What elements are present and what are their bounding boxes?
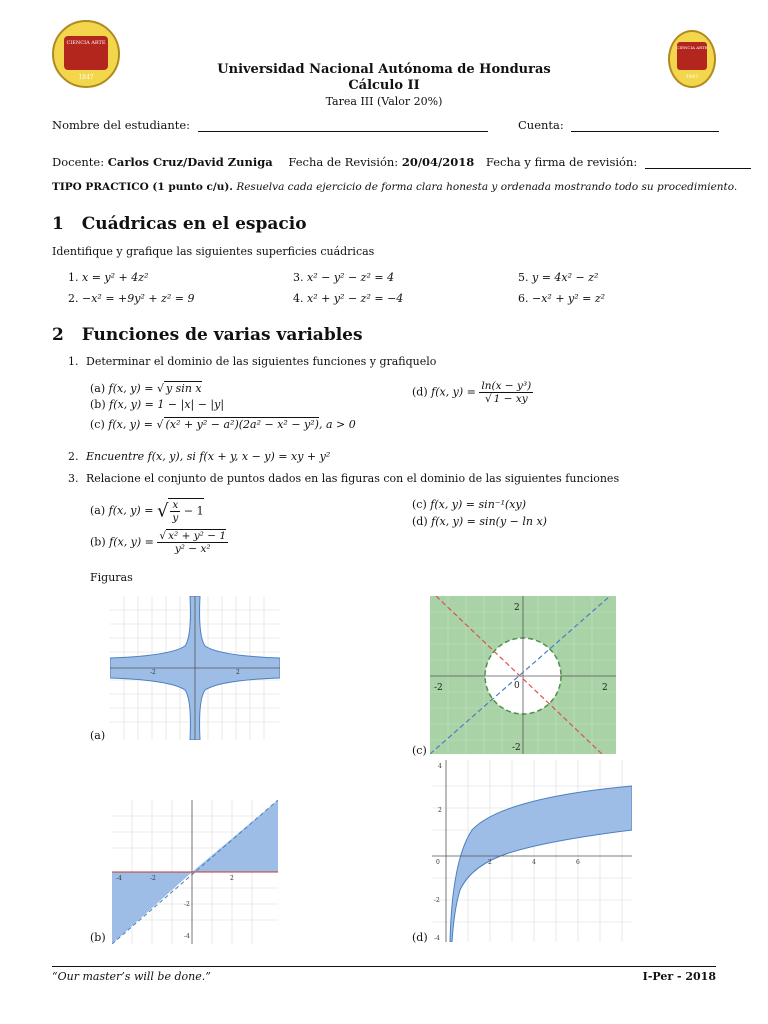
figure-d-tick-yneg2: -2 <box>434 897 440 904</box>
instructions-type: TIPO PRACTICO (1 punto c/u). <box>52 181 233 193</box>
item-number: 2. <box>68 292 79 305</box>
radicand: y sin x <box>165 382 202 395</box>
figure-d-tick-origin: 0 <box>436 859 440 866</box>
item-number: 1. <box>68 271 79 284</box>
item-number: 5. <box>518 271 529 284</box>
figure-d-tick-x4: 4 <box>532 859 536 866</box>
function-lhs: f(x, y) = <box>431 385 476 399</box>
figure-b-tick-x-2: 2 <box>230 875 234 882</box>
figure-b-tick-x-neg2: -2 <box>150 875 156 882</box>
function-equation: f(x, y) = 1 − |x| − |y| <box>109 398 225 411</box>
teacher-row <box>52 155 751 169</box>
section-1-title: Cuádricas en el espacio <box>81 214 307 234</box>
section-1-heading <box>52 214 307 234</box>
figure-c-tick-origin: 0 <box>514 681 520 691</box>
quadric-item-4 <box>293 292 403 305</box>
fraction: $\frac{\text{ln(x − y³)}}{√ 1 - xy}$ <box>481 380 532 405</box>
item-label: (c) <box>412 498 427 511</box>
figure-b-label: (b) <box>90 931 106 944</box>
account-field[interactable] <box>571 120 719 132</box>
figure-b-tick-x-neg4: -4 <box>116 875 122 882</box>
figure-d-label: (d) <box>412 931 428 944</box>
numerator: ln(x − y³) <box>481 380 532 392</box>
function-lhs: f(x, y) = <box>108 418 154 431</box>
item-number: 4. <box>293 292 304 305</box>
instructions-text: Resuelva cada ejercicio de forma clara honesta y ordenada mostrando todo su procedimiento. <box>236 181 738 193</box>
assignment-title: Tarea III (Valor 20%) <box>325 95 443 108</box>
section-1-intro: Identifique y grafique las siguientes superficies cuádricas <box>52 245 375 258</box>
fraction <box>170 499 180 524</box>
instructions <box>52 181 737 193</box>
numerator: x² + y² − 1 <box>168 530 227 542</box>
q3-item-a: (a) f(x, y) = √ $\frac{x}{y}$ − 1 <box>90 499 204 524</box>
university-name: Universidad Nacional Autónoma de Honduras <box>217 62 551 77</box>
quadric-item-6 <box>518 292 605 305</box>
denominator: y <box>172 512 179 524</box>
item-label: (a) <box>90 504 106 517</box>
figure-c <box>430 596 616 754</box>
figure-a-tick-neg: -2 <box>150 669 156 676</box>
q1-item-a: (a) f(x, y) = √ y sin x <box>90 382 202 395</box>
quadric-item-5 <box>518 271 598 284</box>
item-equation: y = 4x² − z² <box>532 271 599 284</box>
logo-right-year: 1847 <box>685 74 699 80</box>
question-text: Determinar el dominio de las siguientes funciones y grafiquelo <box>86 355 437 368</box>
review-date-label: Fecha de Revisión: <box>288 155 399 169</box>
question-number: 3. <box>68 472 79 485</box>
figure-c-tick-bottom: -2 <box>512 743 521 753</box>
q3-item-b <box>90 530 228 555</box>
q1-item-d <box>412 380 533 405</box>
denominator: y² − x² <box>157 542 228 555</box>
footer-period: I-Per - 2018 <box>642 970 716 983</box>
account-label: Cuenta: <box>518 118 564 132</box>
teacher-name: Carlos Cruz/David Zuniga <box>107 155 273 169</box>
student-name-row <box>52 118 488 132</box>
q1-item-c: (c) f(x, y) = √ (x² + y² − a²)(2a² − x² − y²), a > 0 <box>90 418 356 431</box>
item-label: (d) <box>412 515 428 528</box>
quadric-item-3 <box>293 271 394 284</box>
figure-c-label: (c) <box>412 744 427 757</box>
denominator: 1 − xy <box>493 393 528 405</box>
q1-item-b <box>90 398 224 411</box>
figure-a-tick-pos: 2 <box>236 669 240 676</box>
q3-item-c <box>412 498 526 511</box>
quadric-item-2 <box>68 292 195 305</box>
footer-quote: “Our master’s will be done.” <box>52 970 211 983</box>
figure-d-tick-y4: 4 <box>438 763 442 770</box>
figure-c-tick-left: -2 <box>434 683 443 693</box>
signature-label: Fecha y firma de revisión: <box>485 155 638 169</box>
function-lhs: f(x, y) = <box>109 535 154 549</box>
logo-left-year: 1847 <box>78 74 94 81</box>
item-equation: x² − y² − z² = 4 <box>307 271 395 284</box>
item-equation: x = y² + 4z² <box>82 271 149 284</box>
section-2-number: 2 <box>52 325 64 345</box>
function-lhs: f(x, y) = <box>108 504 154 517</box>
figure-d-tick-x2: 2 <box>488 859 492 866</box>
item-label: (b) <box>90 535 106 549</box>
item-label: (c) <box>90 418 105 431</box>
figure-b-tick-y-neg4: -4 <box>184 933 190 940</box>
figure-b-tick-y-neg2: -2 <box>184 901 190 908</box>
figure-d <box>432 760 632 942</box>
signature-field[interactable] <box>645 157 751 169</box>
figures-label: Figuras <box>90 571 133 584</box>
item-label: (b) <box>90 398 106 411</box>
figure-d-plot <box>432 760 632 942</box>
item-equation: −x² = +9y² + z² = 9 <box>82 292 195 305</box>
question-number: 1. <box>68 355 79 368</box>
quadric-item-1 <box>68 271 148 284</box>
footer-rule <box>52 966 716 967</box>
figure-d-tick-x6: 6 <box>576 859 580 866</box>
student-name-label: Nombre del estudiante: <box>52 118 191 132</box>
figure-d-tick-y2: 2 <box>438 807 442 814</box>
figure-c-tick-right: 2 <box>602 683 608 693</box>
figure-a <box>110 596 280 740</box>
item-number: 3. <box>293 271 304 284</box>
section-2-title: Funciones de varias variables <box>81 325 363 345</box>
question-number: 2. <box>68 450 79 463</box>
review-date: 20/04/2018 <box>401 155 475 169</box>
item-equation: x² + y² − z² = −4 <box>307 292 404 305</box>
figure-d-tick-yneg4: -4 <box>434 935 440 942</box>
question-text: Relacione el conjunto de puntos dados en las figuras con el dominio de las siguientes funciones <box>86 472 620 485</box>
logo-right-text: CIENCIA ARTE <box>676 45 708 50</box>
figure-a-plot <box>110 596 280 740</box>
function-lhs: f(x, y) = <box>108 382 154 395</box>
question-1 <box>68 355 436 368</box>
q3-item-d <box>412 515 547 528</box>
figure-c-plot <box>430 596 616 754</box>
item-label: (d) <box>412 385 428 399</box>
radicand: (x² + y² − a²)(2a² − x² − y²) <box>165 418 319 431</box>
section-2-heading <box>52 325 363 345</box>
item-label: (a) <box>90 382 106 395</box>
figure-b <box>112 800 278 944</box>
student-name-field[interactable] <box>198 120 488 132</box>
teacher-label: Docente: <box>52 155 105 169</box>
logo-left-text: CIENCIA ARTE <box>66 40 106 46</box>
course-name: Cálculo II <box>348 78 420 93</box>
condition: , a > 0 <box>318 418 356 431</box>
account-row <box>518 118 719 132</box>
fraction: $\frac{\text{√ x² + y² − 1}}{\text{y² − x²}}$ <box>159 530 227 555</box>
figure-c-tick-top: 2 <box>514 603 520 613</box>
section-1-number: 1 <box>52 214 64 234</box>
figure-b-plot <box>112 800 278 944</box>
item-number: 6. <box>518 292 529 305</box>
numerator: x <box>172 499 179 511</box>
question-2 <box>68 450 330 463</box>
item-equation: −x² + y² = z² <box>532 292 606 305</box>
question-3 <box>68 472 619 485</box>
figure-a-label: (a) <box>90 729 106 742</box>
tail: − 1 <box>183 504 204 518</box>
function-equation: f(x, y) = sin(y − ln x) <box>431 515 547 528</box>
question-text: Encuentre f(x, y), si f(x + y, x − y) = xy + y² <box>86 450 331 463</box>
function-equation: f(x, y) = sin⁻¹(xy) <box>430 498 526 511</box>
